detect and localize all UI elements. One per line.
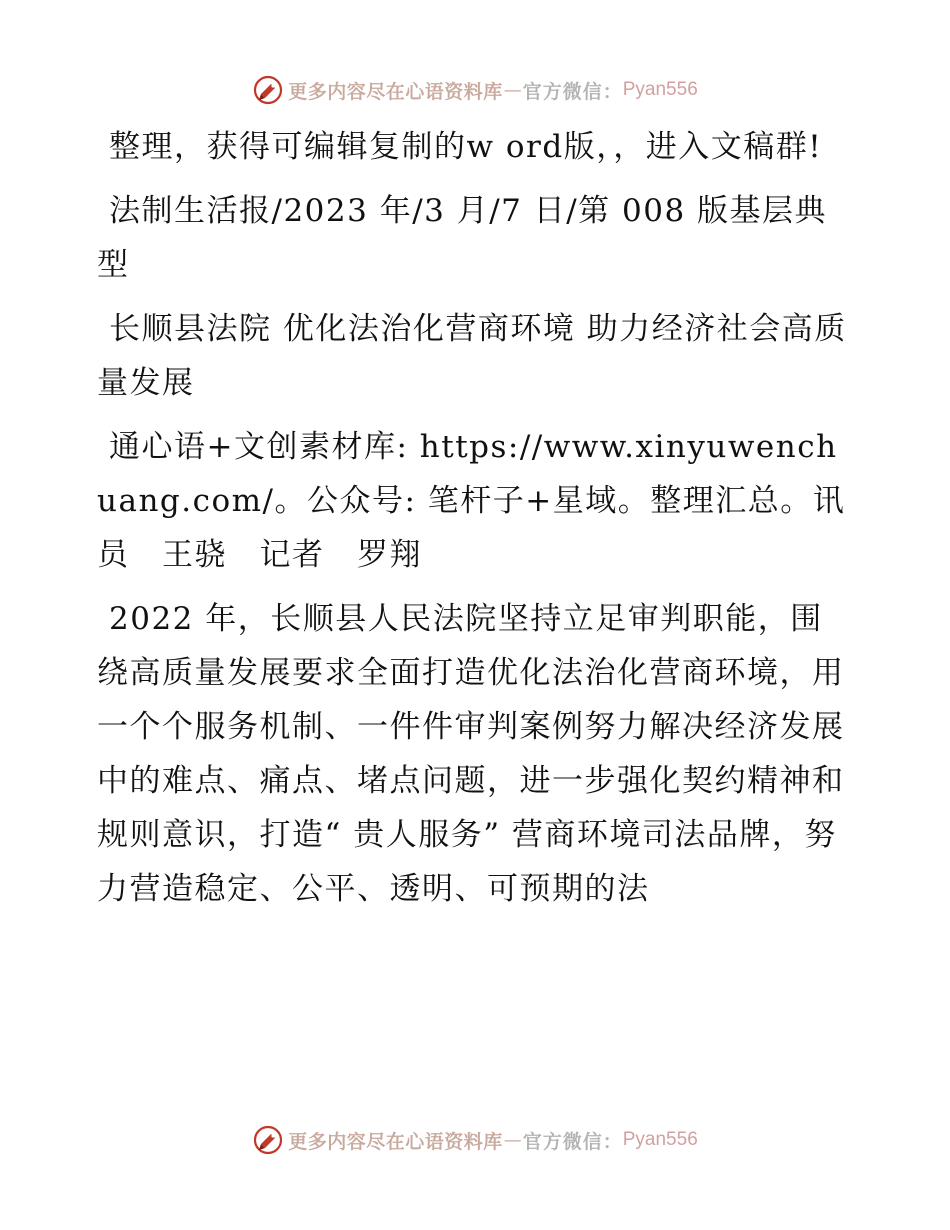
separator: — (503, 79, 522, 101)
logo-icon (252, 1124, 284, 1156)
header-watermark (0, 70, 950, 110)
wechat-id: Pyan556 (622, 79, 698, 100)
paragraph-body: 2022 年，长顺县人民法院坚持立足审判职能，围绕高质量发展要求全面打造优化法治化营商环境，用一个个服务机制、一件件审判案例努力解决经济发展中的难点、痛点、堵点问题，进一步强化契约精神和规则意识，打造“ 贵人服务” 营商环境司法品牌，努力营造稳定、公平、透明、可预期的法 (97, 601, 845, 907)
document-body (97, 120, 852, 926)
paragraph-headline: 长顺县法院 优化法治化营商环境 助力经济社会高质量发展 (97, 311, 847, 401)
official-wechat-label: 官方微信： (522, 80, 623, 103)
promo-text: 更多内容尽在心语资料库 (288, 80, 503, 103)
paragraph-credits: 通心语+文创素材库: https://www.xinyuwenchuang.com/。公众号: 笔杆子+星域。整理汇总。讯员 王骁 记者 罗翔 (97, 429, 846, 573)
paragraph-intro: 整理，获得可编辑复制的w ord版，，进入文稿群! (109, 129, 823, 165)
footer-watermark (0, 1120, 950, 1160)
wechat-id: Pyan556 (622, 1129, 698, 1150)
paragraph-source: 法制生活报/2023 年/3 月/7 日/第 008 版基层典型 (97, 193, 828, 283)
separator: — (503, 1129, 522, 1151)
official-wechat-label: 官方微信： (522, 1130, 623, 1153)
promo-text: 更多内容尽在心语资料库 (288, 1130, 503, 1153)
logo-icon (252, 74, 284, 106)
